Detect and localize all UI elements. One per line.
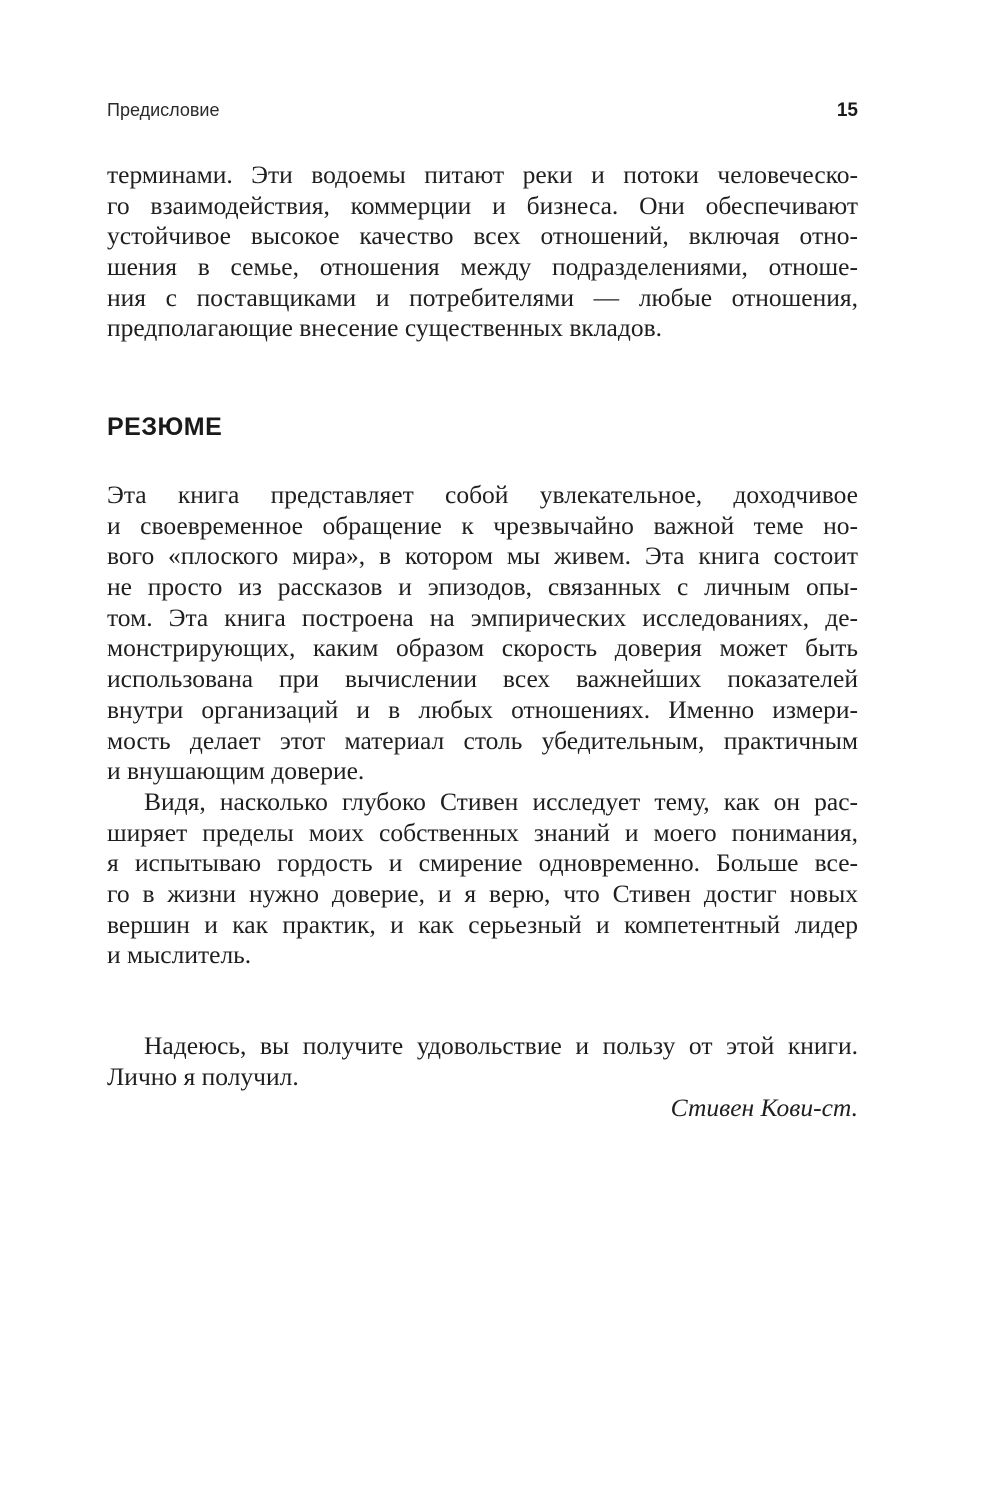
text-line: и своевременное обращение к чрезвычайно важной теме но-	[107, 510, 858, 540]
text-line: шения в семье, отношения между подразделениями, отноше-	[107, 252, 858, 282]
page-number: 15	[836, 100, 858, 121]
text-line: ния с поставщиками и потребителями — любые отношения,	[107, 282, 858, 312]
text-line: вершин и как практик, и как серьезный и компетентный лидер	[107, 909, 858, 939]
text-line: использована при вычислении всех важнейших показателей	[107, 664, 858, 694]
text-line: том. Эта книга построена на эмпирических исследованиях, де-	[107, 602, 858, 632]
text-line: вого «плоского мира», в котором мы живем. Эта книга состоит	[107, 541, 858, 571]
text-line: Надеюсь, вы получите удовольствие и пользу от этой книги.	[144, 1031, 858, 1060]
text-line: го в жизни нужно доверие, и я верю, что Стивен достиг новых	[107, 879, 858, 909]
text-line: Видя, насколько глубоко Стивен исследует тему, как он рас-	[144, 787, 858, 816]
text-line: Лично я получил.	[107, 1061, 299, 1091]
text-line: устойчивое высокое качество всех отношений, включая отно-	[107, 221, 858, 251]
text-line: го взаимодействия, коммерции и бизнеса. Они обеспечивают	[107, 190, 858, 220]
text-line: мость делает этот материал столь убедительным, практичным	[107, 725, 858, 755]
summary-paragraph-2	[107, 787, 858, 971]
running-head	[107, 100, 858, 128]
text-line: монстрирующих, каким образом скорость доверия может быть	[107, 633, 858, 663]
section-heading: РЕЗЮМЕ	[107, 413, 223, 441]
text-line: предполагающие внесение существенных вкладов.	[107, 313, 662, 343]
text-line: внутри организаций и в любых отношениях. Именно измери-	[107, 694, 858, 724]
text-line: я испытываю гордость и смирение одновременно. Больше все-	[107, 848, 858, 878]
signature: Стивен Кови-ст.	[670, 1093, 858, 1122]
text-line: и мыслитель.	[107, 940, 252, 970]
text-line: терминами. Эти водоемы питают реки и потоки человеческо-	[107, 160, 858, 189]
running-title: Предисловие	[107, 100, 220, 120]
closing-paragraph	[107, 1031, 858, 1092]
text-line: и внушающим доверие.	[107, 756, 365, 786]
summary-paragraph-1	[107, 480, 858, 787]
text-line: ширяет пределы моих собственных знаний и моего понимания,	[107, 817, 858, 847]
intro-paragraph	[107, 160, 858, 344]
text-line: не просто из рассказов и эпизодов, связанных с личным опы-	[107, 572, 858, 602]
text-line: Эта книга представляет собой увлекательное, доходчивое	[107, 480, 858, 509]
